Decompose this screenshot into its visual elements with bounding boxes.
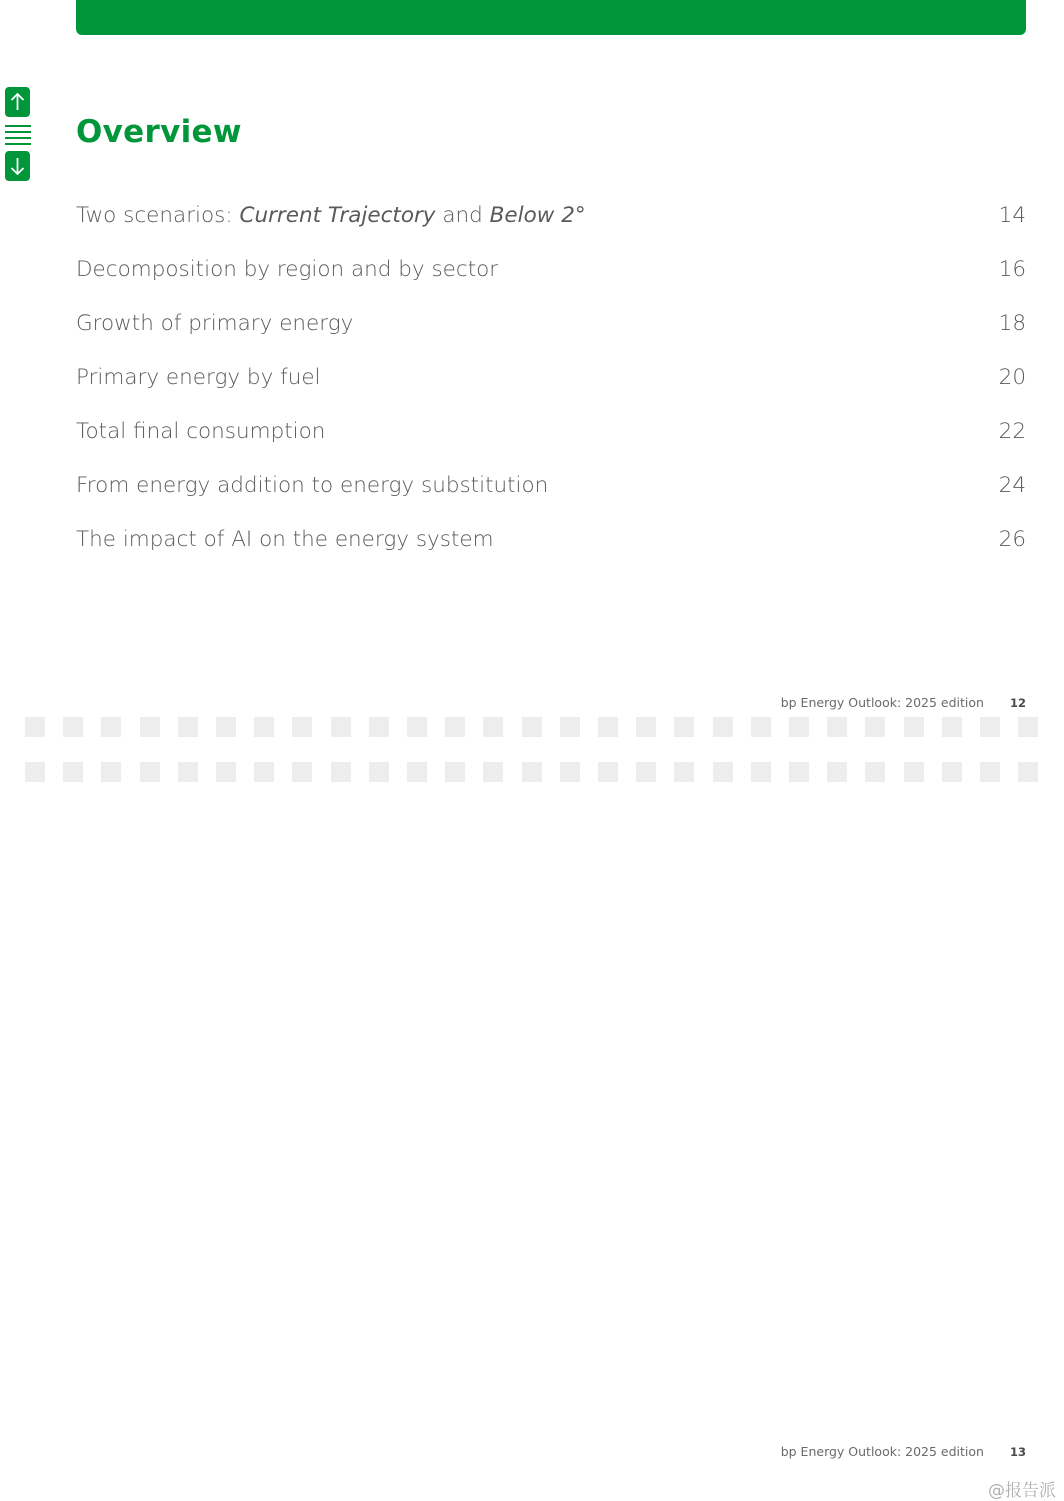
page-title: Overview	[76, 114, 242, 150]
footer-page-number: 12	[1009, 696, 1026, 710]
decorative-square	[331, 717, 351, 737]
decorative-square	[713, 762, 733, 782]
toc-entry-title[interactable]	[76, 466, 548, 506]
toc-entry-title[interactable]	[76, 358, 321, 398]
decorative-square	[980, 717, 1000, 737]
toc-entry-title-part: Below 2°	[489, 203, 586, 228]
decorative-square	[942, 717, 962, 737]
toc-entry-title-part: Total final consumption	[76, 419, 326, 444]
toc-entry-title-part: Current Trajectory	[239, 203, 436, 228]
decorative-square	[865, 762, 885, 782]
decorative-square	[751, 762, 771, 782]
toc-entry-page-number[interactable]: 16	[998, 257, 1026, 282]
decorative-square	[904, 717, 924, 737]
decorative-square	[445, 762, 465, 782]
menu-lines-icon[interactable]	[5, 125, 31, 145]
decorative-square	[560, 717, 580, 737]
decorative-square	[445, 717, 465, 737]
decorative-square	[292, 762, 312, 782]
decorative-square	[25, 717, 45, 737]
toc-entry[interactable]	[76, 412, 1026, 466]
decorative-square	[522, 717, 542, 737]
decorative-square	[178, 762, 198, 782]
watermark: @报告派	[988, 1481, 1056, 1501]
decorative-square	[178, 717, 198, 737]
toc-entry-title[interactable]	[76, 412, 325, 452]
toc-entry-page-number[interactable]: 20	[998, 365, 1026, 390]
decorative-square	[827, 762, 847, 782]
toc-entry-title-part: Two scenarios:	[76, 203, 240, 228]
toc-entry-title[interactable]	[76, 304, 353, 344]
decorative-square	[483, 762, 503, 782]
toc-entry-title[interactable]	[76, 196, 586, 236]
toc-entry-title-part: Decomposition by region and by sector	[76, 257, 499, 282]
toc-entry-page-number[interactable]: 18	[998, 311, 1026, 336]
decorative-square	[751, 717, 771, 737]
decorative-square	[254, 762, 274, 782]
decorative-square	[674, 717, 694, 737]
decorative-square	[140, 762, 160, 782]
decorative-square	[865, 717, 885, 737]
arrow-up-icon[interactable]	[5, 87, 30, 117]
toc-entry[interactable]	[76, 466, 1026, 520]
page-footer-bottom	[781, 1444, 1026, 1459]
decorative-square	[522, 762, 542, 782]
toc-entry-title-part: Growth of primary energy	[76, 311, 354, 336]
decorative-square	[904, 762, 924, 782]
decorative-square	[25, 762, 45, 782]
toc-entry[interactable]	[76, 304, 1026, 358]
decorative-square	[101, 762, 121, 782]
decorative-square	[292, 717, 312, 737]
toc-entry-title[interactable]	[76, 250, 498, 290]
footer-publication: bp Energy Outlook: 2025 edition	[780, 1444, 984, 1459]
decorative-square	[674, 762, 694, 782]
decorative-square	[483, 717, 503, 737]
table-of-contents	[76, 196, 1026, 574]
decorative-square	[636, 717, 656, 737]
page-navigation	[5, 87, 31, 183]
decorative-square	[598, 762, 618, 782]
toc-entry[interactable]	[76, 520, 1026, 574]
toc-entry[interactable]	[76, 250, 1026, 304]
toc-entry[interactable]	[76, 358, 1026, 412]
decorative-square	[1018, 762, 1038, 782]
toc-entry-title-part: Primary energy by fuel	[76, 365, 321, 390]
decorative-square	[369, 717, 389, 737]
decorative-square	[216, 762, 236, 782]
decorative-square	[254, 717, 274, 737]
toc-entry-title-part: and	[435, 203, 490, 228]
decorative-square	[369, 762, 389, 782]
toc-entry-page-number[interactable]: 26	[998, 527, 1026, 552]
toc-entry[interactable]	[76, 196, 1026, 250]
toc-entry-page-number[interactable]: 22	[998, 419, 1026, 444]
decorative-square	[331, 762, 351, 782]
decorative-square	[407, 762, 427, 782]
decorative-square	[216, 717, 236, 737]
decorative-square	[789, 717, 809, 737]
decorative-square	[980, 762, 1000, 782]
decorative-square	[789, 762, 809, 782]
decorative-square-row	[25, 717, 1055, 737]
page-footer-top	[781, 695, 1026, 710]
footer-publication: bp Energy Outlook: 2025 edition	[780, 695, 984, 710]
arrow-down-icon[interactable]	[5, 151, 30, 181]
decorative-square	[63, 762, 83, 782]
decorative-square	[1018, 717, 1038, 737]
decorative-square	[942, 762, 962, 782]
decorative-square	[140, 717, 160, 737]
toc-entry-title-part: The impact of AI on the energy system	[76, 527, 494, 552]
footer-page-number: 13	[1009, 1445, 1026, 1459]
toc-entry-title[interactable]	[76, 520, 494, 560]
toc-entry-page-number[interactable]: 24	[998, 473, 1026, 498]
decorative-square	[560, 762, 580, 782]
decorative-square	[101, 717, 121, 737]
header-green-bar	[76, 0, 1026, 35]
decorative-square	[636, 762, 656, 782]
toc-entry-page-number[interactable]: 14	[998, 203, 1026, 228]
decorative-square	[713, 717, 733, 737]
decorative-square	[407, 717, 427, 737]
decorative-square-row	[25, 762, 1055, 782]
decorative-square	[598, 717, 618, 737]
decorative-square	[63, 717, 83, 737]
toc-entry-title-part: From energy addition to energy substitution	[76, 473, 549, 498]
decorative-square	[827, 717, 847, 737]
